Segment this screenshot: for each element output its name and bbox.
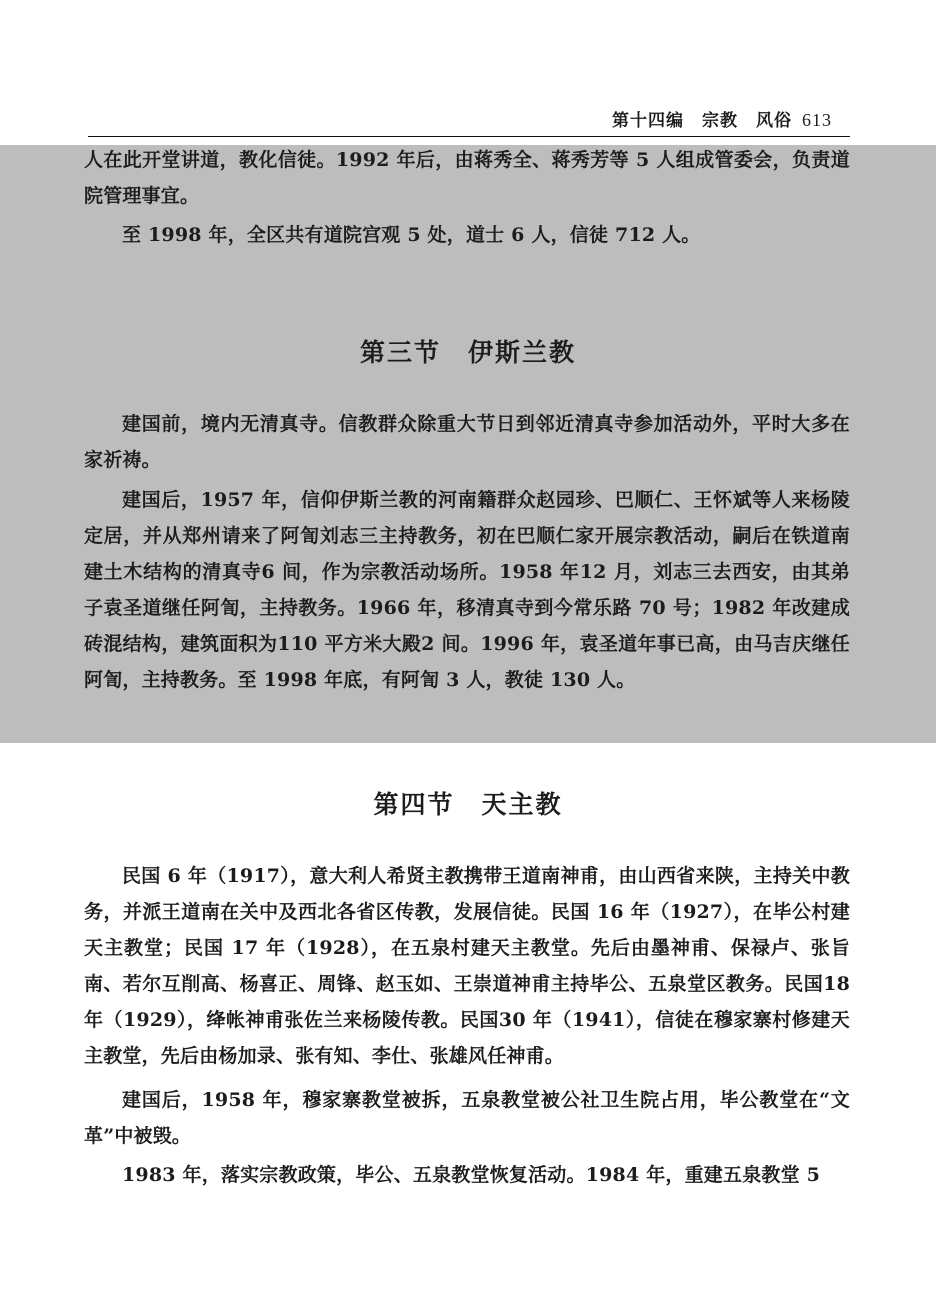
header-rule [88,136,850,137]
running-head-topic-religion: 宗教 [702,111,738,131]
running-head-topic-customs: 风俗 [756,111,792,131]
paragraph-taoism-continued: 人在此开堂讲道，教化信徒。1992 年后，由蒋秀全、蒋秀芳等 5 人组成管委会，负责道院管理事宜。 [84,149,850,207]
paragraph-catholicism-republic-era: 民国 6 年（1917），意大利人希贤主教携带王道南神甫，由山西省来陕，主持关中教务，并派王道南在关中及西北各省区传教，发展信徒。民国 16 年（1927），在毕公村建天主教堂；民国 17 年（1928），在五泉村建天主教堂。先后由墨神甫、保禄卢、张旨南、若尔互削高、杨喜正、周锋、赵玉如、王崇道神甫主持毕公、五泉堂区教务。民国18 年（1929），绛帐神甫张佐兰来杨陵传教。民国30 年（1941），信徒在穆家寨村修建天主教堂，先后由杨加录、张有知、李仕、张雄风任神甫。 [84,865,850,1067]
section-title-catholicism: 第四节 天主教 [373,790,563,819]
paragraph-catholicism-after-1949: 建国后，1958 年，穆家寨教堂被拆，五泉教堂被公社卫生院占用，毕公教堂在“文革”中被毁。 [84,1089,850,1147]
paragraph-islam-after-1949: 建国后，1957 年，信仰伊斯兰教的河南籍群众赵园珍、巴顺仁、王怀斌等人来杨陵定居，并从郑州请来了阿訇刘志三主持教务，初在巴顺仁家开展宗教活动，嗣后在铁道南建土木结构的清真寺6 间，作为宗教活动场所。1958 年12 月，刘志三去西安，由其弟子袁圣道继任阿訇，主持教务。1966 年，移清真寺到今常乐路 70 号；1982 年改建成砖混结构，建筑面积为110 平方米大殿2 间。1996 年，袁圣道年事已高，由马吉庆继任阿訇，主持教务。至 1998 年底，有阿訇 3 人，教徒 130 人。 [84,489,850,691]
section-title-islam: 第三节 伊斯兰教 [359,338,576,367]
paragraph-taoism-summary: 至 1998 年，全区共有道院宫观 5 处，道士 6 人，信徒 712 人。 [122,224,701,246]
paragraph-catholicism-1983: 1983 年，落实宗教政策，毕公、五泉教堂恢复活动。1984 年，重建五泉教堂 5 [122,1164,821,1186]
page-number: 613 [802,110,832,130]
paragraph-islam-before-1949: 建国前，境内无清真寺。信教群众除重大节日到邻近清真寺参加活动外，平时大多在家祈祷。 [84,413,850,471]
running-head [594,106,832,131]
page-header [88,100,850,140]
running-head-part: 第十四编 [612,111,684,131]
